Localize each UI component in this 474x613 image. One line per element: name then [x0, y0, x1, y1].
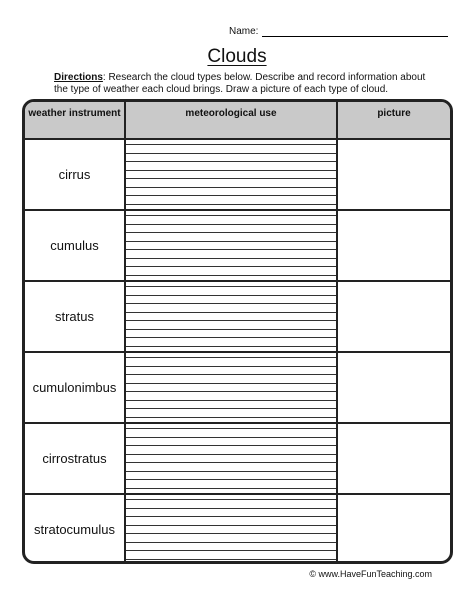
writing-lines	[126, 286, 336, 347]
writing-lines	[126, 144, 336, 205]
cloud-type-label: stratus	[25, 282, 126, 351]
table-row	[25, 211, 450, 282]
name-input-line[interactable]	[262, 26, 448, 37]
meteorological-use-cell[interactable]	[126, 140, 338, 209]
header-weather-instrument: weather instrument	[25, 102, 126, 138]
cloud-type-label: cumulus	[25, 211, 126, 280]
table-row	[25, 140, 450, 211]
meteorological-use-cell[interactable]	[126, 495, 338, 564]
directions-text: : Research the cloud types below. Describe and record information about the type of weather each cloud brings. Draw a picture of each type of cloud.	[54, 72, 426, 95]
directions	[54, 72, 434, 96]
table-row	[25, 353, 450, 424]
header-meteorological-use: meteorological use	[126, 102, 338, 138]
table-row	[25, 282, 450, 353]
writing-lines	[126, 215, 336, 276]
meteorological-use-cell[interactable]	[126, 282, 338, 351]
picture-cell[interactable]	[338, 353, 450, 422]
meteorological-use-cell[interactable]	[126, 211, 338, 280]
cloud-type-label: cirrostratus	[25, 424, 126, 493]
page-title: Clouds	[207, 46, 267, 67]
picture-cell[interactable]	[338, 140, 450, 209]
writing-lines	[126, 357, 336, 418]
meteorological-use-cell[interactable]	[126, 424, 338, 493]
picture-cell[interactable]	[338, 211, 450, 280]
name-field	[229, 26, 448, 37]
picture-cell[interactable]	[338, 424, 450, 493]
name-label: Name:	[229, 26, 259, 37]
cloud-type-label: cumulonimbus	[25, 353, 126, 422]
table-row	[25, 495, 450, 564]
meteorological-use-cell[interactable]	[126, 353, 338, 422]
header-picture: picture	[377, 108, 411, 119]
cloud-type-label: cirrus	[25, 140, 126, 209]
table-row	[25, 424, 450, 495]
cloud-type-label: stratocumulus	[25, 495, 126, 564]
writing-lines	[126, 428, 336, 489]
copyright-footer: © www.HaveFunTeaching.com	[309, 569, 432, 579]
table-header	[25, 102, 450, 140]
clouds-table	[22, 99, 453, 564]
writing-lines	[126, 499, 336, 560]
picture-cell[interactable]	[338, 282, 450, 351]
directions-label: Directions	[54, 72, 103, 83]
picture-cell[interactable]	[338, 495, 450, 564]
